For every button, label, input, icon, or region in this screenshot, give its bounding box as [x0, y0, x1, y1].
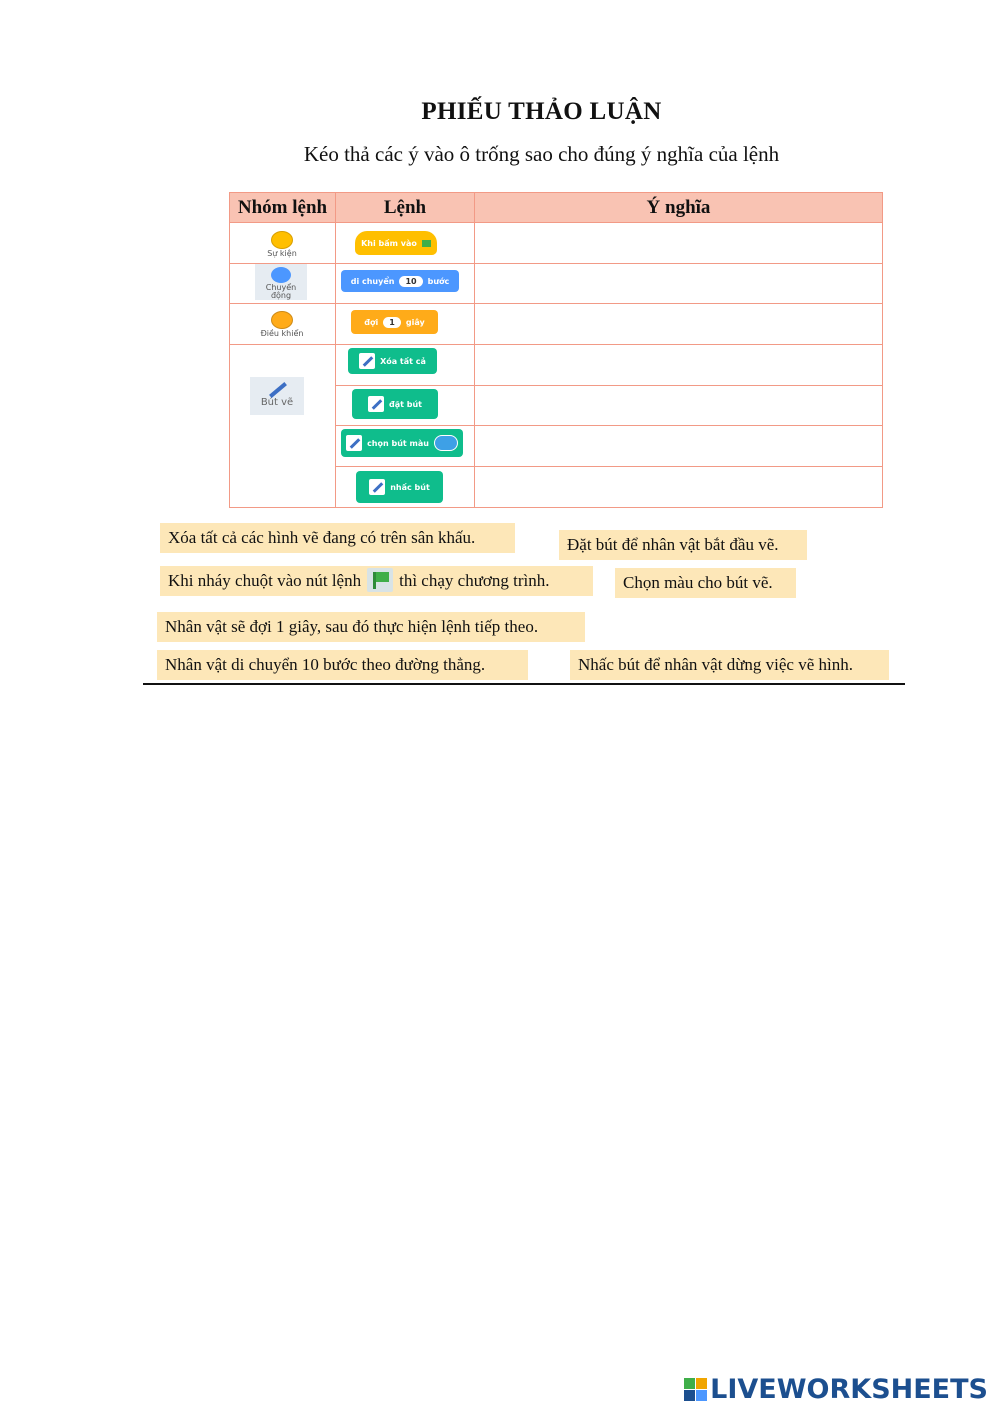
block-text: Khi bấm vào: [361, 238, 417, 248]
group-label: Bút vẽ: [260, 397, 294, 408]
logo-text: LIVEWORKSHEETS: [710, 1374, 988, 1405]
worksheet-instructions: Kéo thả các ý vào ô trống sao cho đúng ý nghĩa của lệnh: [303, 142, 780, 166]
group-control: [252, 311, 312, 338]
meaning-dropzone-wait[interactable]: [474, 304, 882, 344]
answer-chip-pen-up[interactable]: Nhấc bút để nhân vật dừng việc vẽ hình.: [570, 650, 889, 680]
table-header: [230, 193, 882, 223]
answer-chip-erase-all[interactable]: Xóa tất cả các hình vẽ đang có trên sân khấu.: [160, 523, 515, 553]
meaning-dropzone-pen-down[interactable]: [474, 386, 882, 425]
block-text: Xóa tất cả: [380, 356, 426, 366]
header-group: Nhóm lệnh: [237, 197, 328, 218]
group-label: Điều khiển: [260, 329, 304, 338]
section-divider: [143, 683, 905, 685]
steps-value: 10: [399, 276, 422, 287]
pen-icon: [266, 381, 288, 397]
group-motion: [255, 264, 307, 300]
pen-icon: [368, 396, 384, 412]
answer-chip-pen-down[interactable]: Đặt bút để nhân vật bắt đầu vẽ.: [559, 530, 807, 560]
logo-mark-icon: [684, 1378, 707, 1401]
group-label: Sự kiện: [267, 249, 297, 258]
block-text: di chuyển: [350, 276, 395, 286]
answer-text: Khi nháy chuột vào nút lệnh: [168, 571, 362, 590]
motion-dot-icon: [271, 267, 291, 283]
block-move-steps: [341, 270, 459, 292]
worksheet-title: PHIẾU THẢO LUẬN: [421, 98, 662, 125]
block-pen-down: [352, 389, 438, 419]
answer-chip-pen-color[interactable]: Chọn màu cho bút vẽ.: [615, 568, 796, 598]
block-wait-seconds: [351, 310, 438, 334]
block-text: đặt bút: [389, 399, 422, 409]
pen-icon: [369, 479, 385, 495]
block-when-flag-clicked: [355, 231, 437, 255]
block-text: chọn bút màu: [367, 438, 429, 448]
answer-text: thì chạy chương trình.: [399, 571, 550, 590]
column-divider: [335, 193, 336, 507]
command-table: [229, 192, 883, 508]
answer-chip-move[interactable]: Nhân vật di chuyển 10 bước theo đường thẳng.: [157, 650, 528, 680]
green-flag-icon: [422, 240, 431, 247]
meaning-dropzone-event[interactable]: [474, 223, 882, 263]
block-erase-all: [348, 348, 437, 374]
answer-chip-flag-clicked[interactable]: [160, 566, 593, 596]
group-pen: [250, 377, 304, 415]
meaning-dropzone-clear[interactable]: [474, 345, 882, 385]
pen-icon: [359, 353, 375, 369]
color-swatch: [434, 435, 458, 451]
liveworksheets-logo: [684, 1374, 988, 1405]
control-dot-icon: [271, 311, 293, 329]
meaning-dropzone-pen-color[interactable]: [474, 426, 882, 466]
events-dot-icon: [271, 231, 293, 249]
block-pen-up: [356, 471, 443, 503]
block-text: đợi: [364, 317, 379, 327]
header-command: Lệnh: [383, 197, 427, 218]
green-flag-icon: [367, 568, 393, 592]
wait-value: 1: [383, 317, 401, 328]
block-text: giây: [405, 317, 425, 327]
block-text: bước: [427, 276, 450, 286]
group-events: [252, 231, 312, 258]
group-label: Chuyển: [265, 283, 297, 292]
meaning-dropzone-move[interactable]: [474, 264, 882, 303]
answer-chip-wait[interactable]: Nhân vật sẽ đợi 1 giây, sau đó thực hiện lệnh tiếp theo.: [157, 612, 585, 642]
header-meaning: Ý nghĩa: [646, 197, 711, 218]
group-label: động: [270, 291, 292, 300]
block-set-pen-color: [341, 429, 463, 457]
block-text: nhấc bút: [390, 482, 430, 492]
meaning-dropzone-pen-up[interactable]: [474, 467, 882, 507]
pen-icon: [346, 435, 362, 451]
